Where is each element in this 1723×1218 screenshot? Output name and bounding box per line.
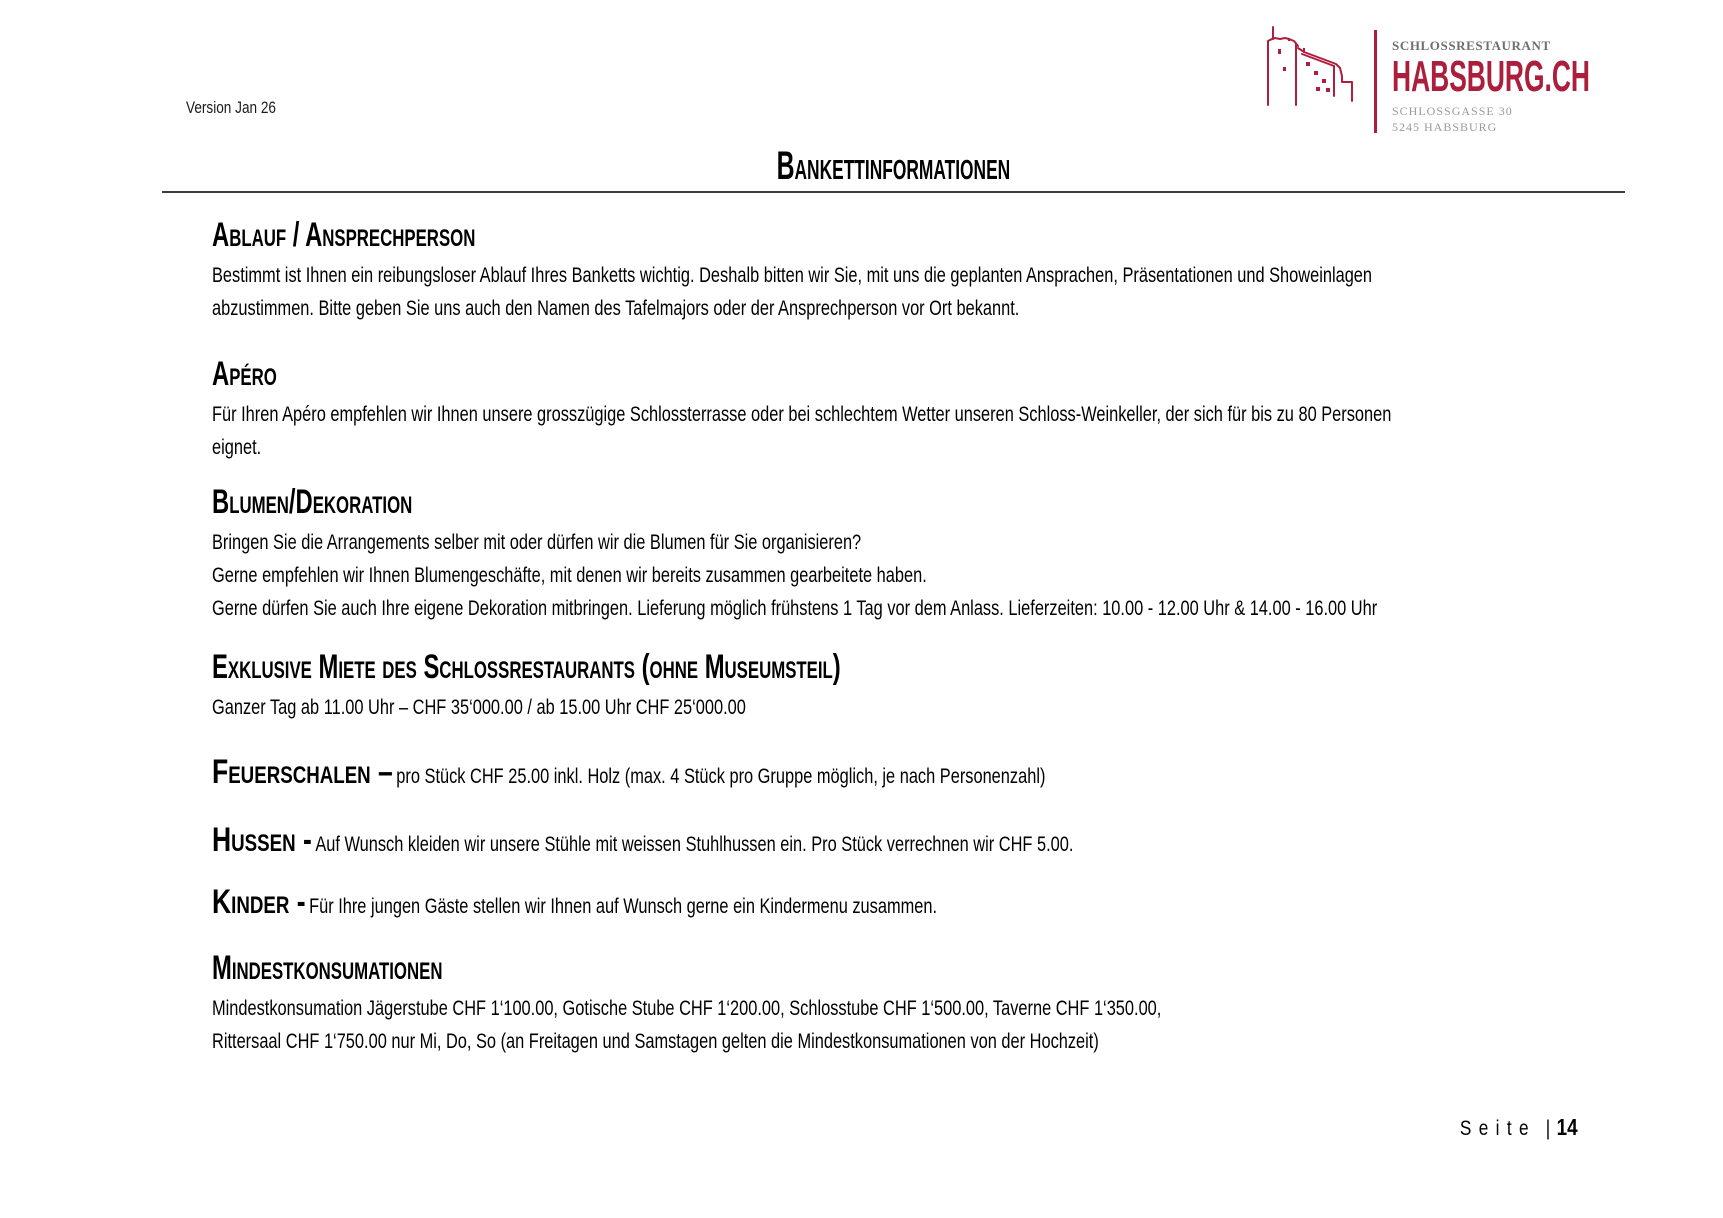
body-line: Bestimmt ist Ihnen ein reibungsloser Ablauf Ihres Banketts wichtig. Deshalb bitten wir Sie, mit uns die geplanten Ansprachen, Präsentationen und Showeinlagen (212, 264, 1373, 287)
title-rule (162, 191, 1625, 193)
inline-body-text: Für Ihre jungen Gäste stellen wir Ihnen auf Wunsch gerne ein Kindermenu zusammen. (309, 895, 938, 918)
inline-body-text: Auf Wunsch kleiden wir unsere Stühle mit weissen Stuhlhussen ein. Pro Stück verrechnen wir CHF 5.00. (315, 833, 1074, 856)
page-footer (1434, 1114, 1578, 1141)
inline-section-line (212, 882, 1142, 922)
section-heading: Exklusive Miete des Schlossrestaurants (ohne Museumsteil) (212, 648, 841, 686)
body-line: Gerne dürfen Sie auch Ihre eigene Dekoration mitbringen. Lieferung möglich frühstens 1 Tag vor dem Anlass. Lieferzeiten: 10.00 - 12.00 Uhr & 14.00 - 16.00 Uhr (212, 597, 1378, 620)
logo-brand: HABSBURG.CH (1392, 52, 1590, 101)
section-heading: Kinder - (212, 883, 306, 921)
inline-body-text: pro Stück CHF 25.00 inkl. Holz (max. 4 Stück pro Gruppe möglich, je nach Personenzahl) (396, 765, 1046, 788)
castle-icon (1258, 24, 1364, 118)
section-apero (212, 354, 1723, 464)
section-blumen-dekoration (212, 482, 1706, 625)
section-heading: Apéro (212, 355, 277, 393)
body-line: Gerne empfehlen wir Ihnen Blumengeschäfte, mit denen wir bereits zusammen gearbeitete haben. (212, 564, 927, 587)
logo-text-block (1392, 38, 1722, 135)
body-line: Ganzer Tag ab 11.00 Uhr – CHF 35‘000.00 / ab 15.00 Uhr CHF 25‘000.00 (212, 696, 746, 719)
section-hussen (212, 820, 1316, 860)
inline-section-line (212, 820, 1316, 860)
logo-address (1392, 103, 1722, 135)
logo-divider (1374, 30, 1377, 133)
section-heading: Ablauf / Ansprechperson (212, 216, 476, 254)
section-heading: Mindestkonsumationen (212, 949, 443, 987)
section-exklusive-miete (212, 647, 1110, 724)
logo-overline: SCHLOSSRESTAURANT (1392, 38, 1551, 53)
footer-page-number: 14 (1557, 1114, 1578, 1140)
body-line: Bringen Sie die Arrangements selber mit oder dürfen wir die Blumen für Sie organisieren? (212, 531, 862, 554)
body-line: Für Ihren Apéro empfehlen wir Ihnen unsere grosszügige Schlossterrasse oder bei schlechtem Wetter unseren Schloss-Weinkeller, der sich für bis zu 80 Personen (212, 403, 1392, 426)
footer-separator: | (1546, 1117, 1551, 1140)
section-mindestkonsumationen (212, 948, 1429, 1058)
section-ablauf-ansprechperson (212, 215, 1699, 325)
footer-page-label: Seite (1460, 1117, 1537, 1140)
section-feuerschalen (212, 752, 1280, 792)
logo-address-line1: SCHLOSSGASSE 30 (1392, 104, 1513, 118)
section-kinder (212, 882, 1142, 922)
body-line: eignet. (212, 436, 262, 459)
body-line: abzustimmen. Bitte geben Sie uns auch den Namen des Tafelmajors oder der Ansprechperson vor Ort bekannt. (212, 297, 1020, 320)
logo-address-line2: 5245 HABSBURG (1392, 120, 1498, 134)
body-line: Rittersaal CHF 1‘750.00 nur Mi, Do, So (an Freitagen und Samstagen gelten die Mindestkonsumationen von der Hochzeit) (212, 1030, 1099, 1053)
restaurant-logo (1256, 22, 1616, 134)
version-label: Version Jan 26 (186, 98, 276, 117)
section-heading: Blumen/Dekoration (212, 483, 413, 521)
section-heading: Feuerschalen – (212, 753, 393, 791)
body-line: Mindestkonsumation Jägerstube CHF 1‘100.00, Gotische Stube CHF 1‘200.00, Schlosstube CHF 1‘500.00, Taverne CHF 1‘350.00, (212, 997, 1162, 1020)
page-title: Bankettinformationen (776, 144, 1011, 188)
section-heading: Hussen - (212, 821, 312, 859)
inline-section-line (212, 752, 1280, 792)
